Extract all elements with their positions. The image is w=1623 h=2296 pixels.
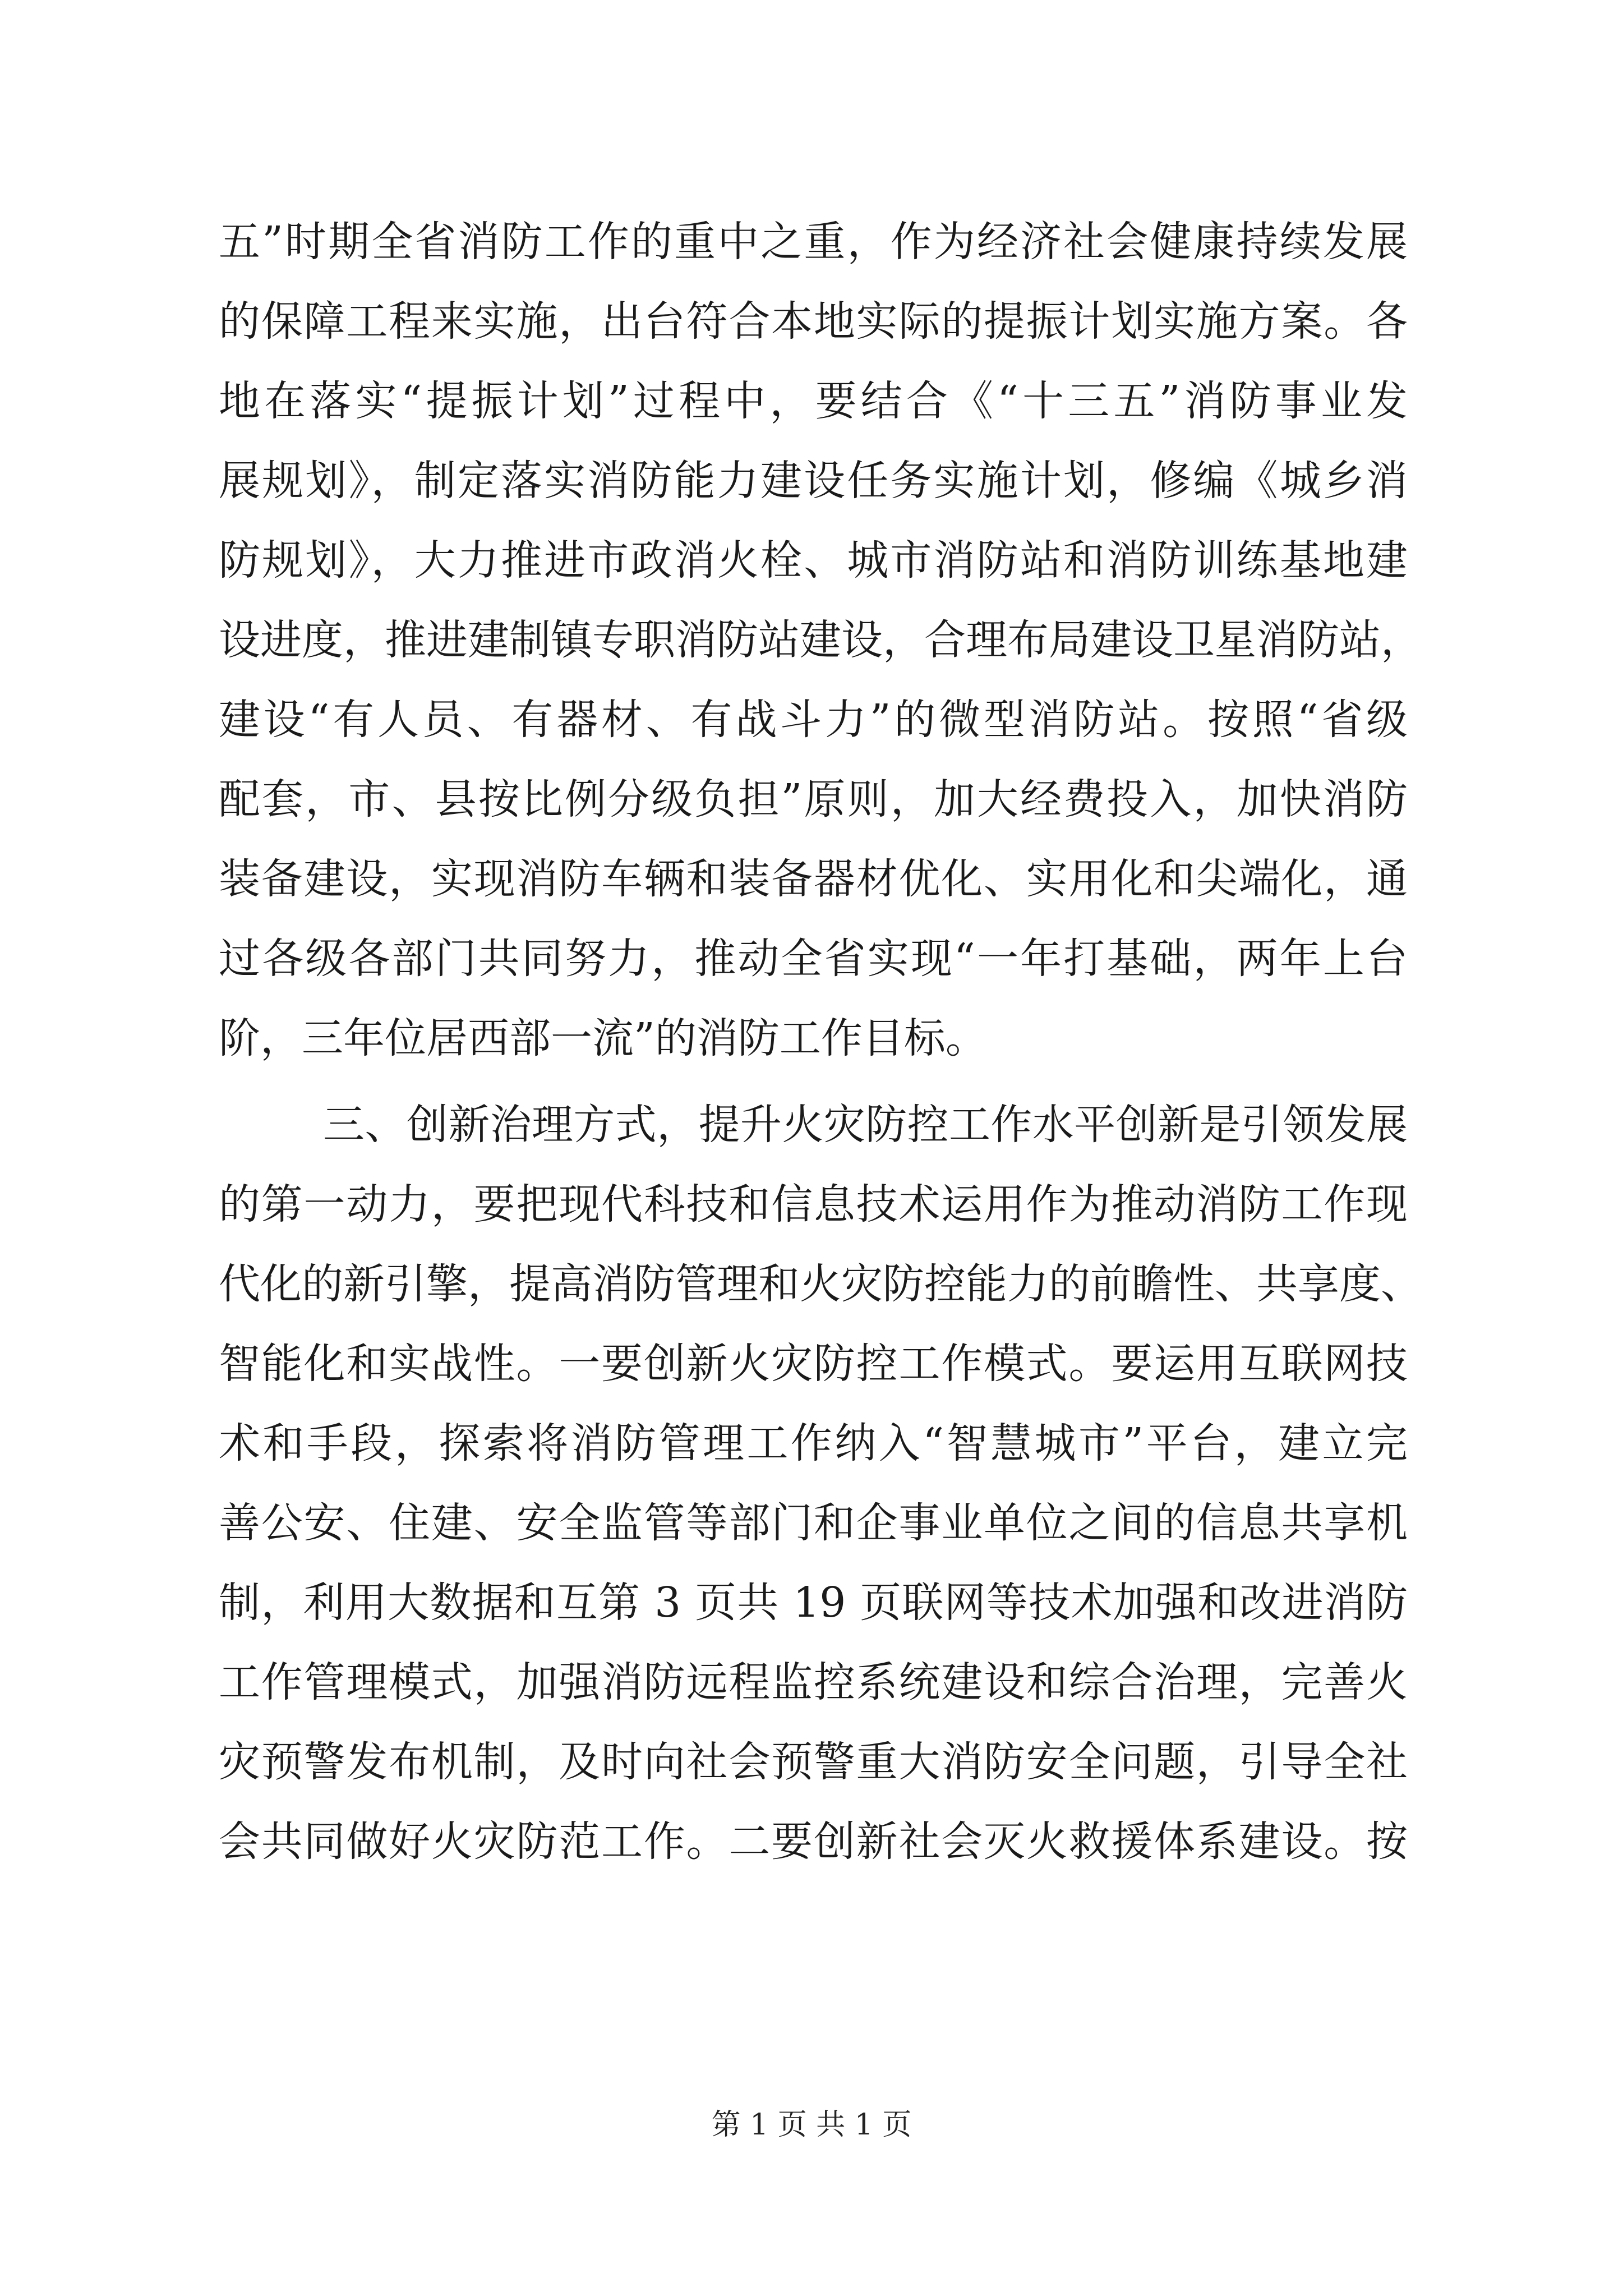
text-line: 建设“有人员、有器材、有战斗力”的微型消防站。按照“省级 (219, 696, 1408, 744)
text-line: 灾预警发布机制，及时向社会预警重大消防安全问题，引导全社 (219, 1738, 1408, 1786)
text-line: 地在落实“提振计划”过程中，要结合《“十三五”消防事业发 (219, 377, 1408, 425)
text-line: 术和手段，探索将消防管理工作纳入“智慧城市”平台，建立完 (219, 1419, 1408, 1467)
page-footer: 第 1 页 共 1 页 (711, 2108, 912, 2142)
text-line: 阶，三年位居西部一流”的消防工作目标。 (219, 1014, 987, 1062)
text-line: 代化的新引擎，提高消防管理和火灾防控能力的前瞻性、共享度、 (219, 1260, 1422, 1308)
document-body (219, 202, 1422, 1881)
text-line: 智能化和实战性。一要创新火灾防控工作模式。要运用互联网技 (219, 1340, 1408, 1388)
text-line: 设进度，推进建制镇专职消防站建设，合理布局建设卫星消防站， (219, 616, 1422, 664)
text-line: 装备建设，实现消防车辆和装备器材优化、实用化和尖端化，通 (219, 855, 1408, 903)
paragraph-2 (219, 1085, 1422, 1881)
text-line: 工作管理模式，加强消防远程监控系统建设和综合治理，完善火 (219, 1658, 1408, 1706)
text-line: 配套，市、县按比例分级负担”原则，加大经费投入，加快消防 (219, 775, 1408, 823)
text-line: 会共同做好火灾防范工作。二要创新社会灭火救援体系建设。按 (219, 1818, 1408, 1866)
text-line: 三、创新治理方式，提升火灾防控工作水平创新是引领发展 (323, 1101, 1408, 1149)
paragraph-1 (219, 202, 1422, 1078)
text-line: 制，利用大数据和互第 3 页共 19 页联网等技术加强和改进消防 (219, 1579, 1408, 1627)
text-line: 防规划》，大力推进市政消火栓、城市消防站和消防训练基地建 (219, 536, 1408, 585)
text-line: 五”时期全省消防工作的重中之重，作为经济社会健康持续发展 (219, 218, 1408, 266)
text-line: 的保障工程来实施，出台符合本地实际的提振计划实施方案。各 (219, 297, 1408, 346)
text-line: 过各级各部门共同努力，推动全省实现“一年打基础，两年上台 (219, 935, 1408, 983)
text-line: 展规划》，制定落实消防能力建设任务实施计划，修编《城乡消 (219, 457, 1408, 505)
paragraph-gap (219, 1078, 1408, 1085)
text-line: 善公安、住建、安全监管等部门和企事业单位之间的信息共享机 (219, 1499, 1408, 1547)
text-line: 的第一动力，要把现代科技和信息技术运用作为推动消防工作现 (219, 1180, 1408, 1228)
